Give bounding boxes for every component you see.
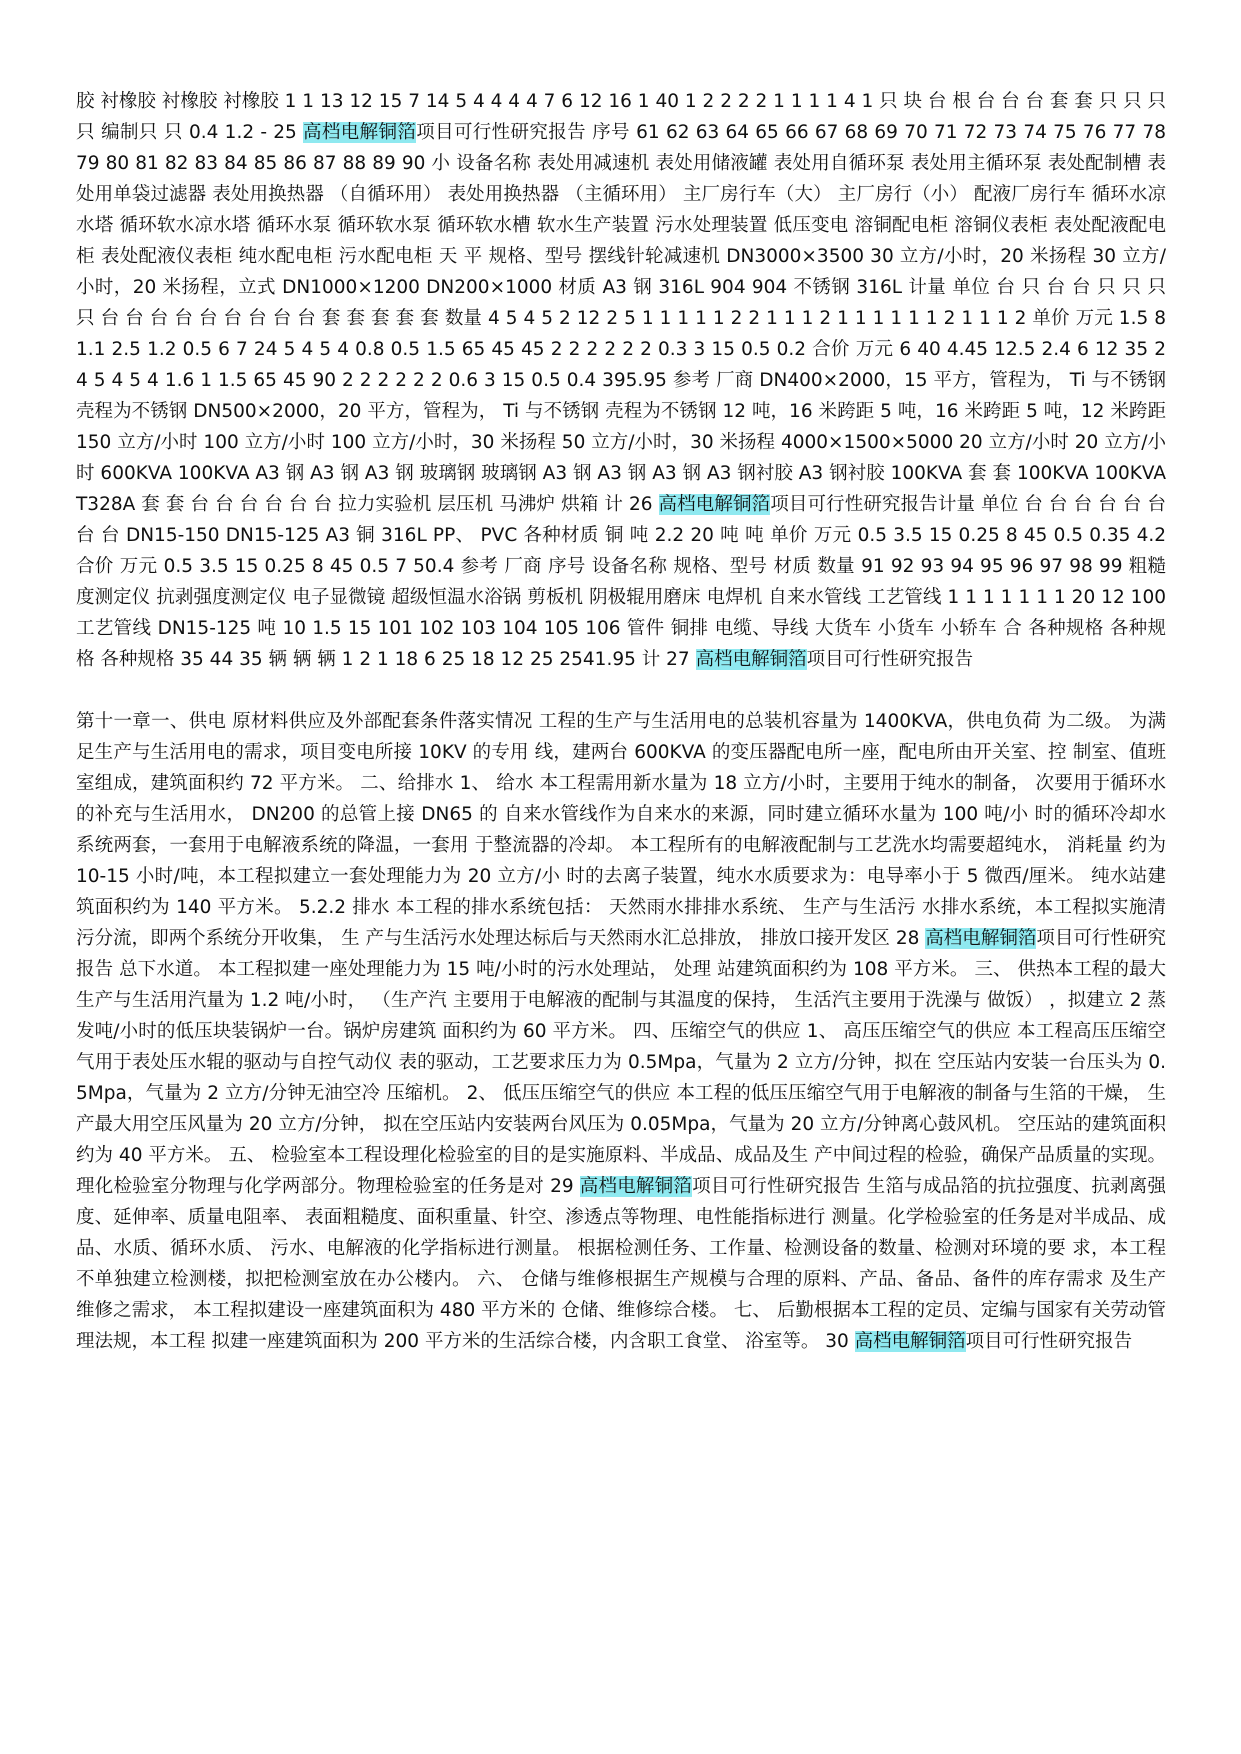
text-run: 项目可行性研究报告 序号 61 62 63 64 65 66 67 68 69 70 71 72 73 74 75 76 77 78 79 80 81 82 83 84 85 86 87 88 89 90 小 设备名称 表处用减速机 表处用储液罐 表处用自循环泵 表处用主循环泵 表处配制槽 表处用单袋过滤器 表处用换热器 （自循环用） 表处用换热器 （主循环用） 主厂房行车（大） 主厂房行（小） 配液厂房行车 循环水凉水塔 循环软水凉水塔 循环水泵 循环软水泵 循环软水槽 软水生产装置 污水处理装置 低压变电 溶铜配电柜 溶铜仪表柜 表处配液配电柜 表处配液仪表柜 纯水配电柜 污水配电柜 天 平 规格、型号 摆线针轮减速机 DN3000×3500 30 立方/小时，20 米扬程 30 立方/小时，20 米扬程，立式 DN1000×1200 DN200×1000 材质 A3 钢 316L 904 904 不锈钢 316L 计量 单位 台 只 台 台 只 只 只 只 台 台 台 台 台 台 台 台 台 套 套 套 套 套 数量 4 5 4 5 2 12 2 5 1 1 1 1 1 2 2 1 1 1 2 1 1 1 1 1 1 2 1 1 1 2 单价 万元 1.5 8 1.1 2.5 1.2 0.5 6 7 24 5 4 5 4 0.8 0.5 1.5 65 45 45 2 2 2 2 2 2 0.3 3 15 0.5 0.2 合价 万元 6 40 4.45 12.5 2.4 6 12 35 24 5 4 5 4 1.6 1 1.5 65 45 90 2 2 2 2 2 2 0.6 3 15 0.5 0.4 395.95 参考 厂商 DN400×2000，15 平方，管程为， Ti 与不锈钢 壳程为不锈钢 DN500×2000，20 平方，管程为， Ti 与不锈钢 壳程为不锈钢 12 吨，16 米跨距 5 吨，16 米跨距 5 吨，12 米跨距 150 立方/小时 100 立方/小时 100 立方/小时，30 米扬程 50 立方/小时，30 米扬程 4000×1500×5000 20 立方/小时 20 立方/小时 600KVA 100KVA A3 钢 A3 钢 A3 钢 玻璃钢 玻璃钢 A3 钢 A3 钢 A3 钢 A3 钢衬胶 A3 钢衬胶 100KVA 套 套 100KVA 100KVA T328A 套 套 台 台 台 台 台 台 拉力实验机 层压机 马沸炉 烘箱 计 26 (76, 122, 1166, 515)
document-page (76, 86, 1166, 1357)
text-run: 项目可行性研究报告 (965, 1331, 1133, 1352)
text-run: 胶 衬橡胶 衬橡胶 衬橡胶 1 1 13 12 15 7 14 5 4 4 4 4 7 6 12 16 1 40 1 2 2 2 2 1 1 1 1 4 1 只 块 台 根 台 台 台 套 套 只 只 只 只 编制只 只 0.4 1.2 - 25 (76, 91, 1166, 143)
text-run: 项目可行性研究报告 (806, 649, 974, 670)
text-run: 项目可行性研究报告 生箔与成品箔的抗拉强度、抗剥离强度、延伸率、质量电阻率、 表面粗糙度、面积重量、针空、渗透点等物理、电性能指标进行 测量。化学检验室的任务是对半成品、成品、水质、循环水质、 污水、电解液的化学指标进行测量。 根据检测任务、工作量、检测设备的数量、检测对环境的要 求，本工程不单独建立检测楼，拟把检测室放在办公楼内。 六、 仓储与维修根据生产规模与合理的原料、产品、备品、备件的库存需求 及生产维修之需求， 本工程拟建设一座建筑面积为 480 平方米的 仓储、维修综合楼。 七、 后勤根据本工程的定员、定编与国家有关劳动管理法规，本工程 拟建一座建筑面积为 200 平方米的生活综合楼，内含职工食堂、 浴室等。 30 (76, 1176, 1166, 1352)
highlighted-report-title: 高档电解铜箔 (658, 494, 771, 515)
paragraph-gap (76, 675, 1166, 706)
text-run: 项目可行性研究报告计量 单位 台 台 台 台 台 台 台 台 DN15-150 DN15-125 A3 铜 316L PP、 PVC 各种材质 铜 吨 2.2 20 吨 吨 单价 万元 0.5 3.5 15 0.25 8 45 0.5 0.35 4.2 合价 万元 0.5 3.5 15 0.25 8 45 0.5 7 50.4 参考 厂商 序号 设备名称 规格、型号 材质 数量 91 92 93 94 95 96 97 98 99 粗糙度测定仪 抗剥强度测定仪 电子显微镜 超级恒温水浴锅 剪板机 阴极辊用磨床 电焊机 自来水管线 工艺管线 1 1 1 1 1 1 1 20 12 100 工艺管线 DN15-125 吨 10 1.5 15 101 102 103 104 105 106 管件 铜排 电缆、导线 大货车 小货车 小轿车 合 各种规格 各种规格 各种规格 35 44 35 辆 辆 辆 1 2 1 18 6 25 18 12 25 2541.95 计 27 (76, 494, 1166, 670)
highlighted-report-title: 高档电解铜箔 (579, 1176, 693, 1197)
highlighted-report-title: 高档电解铜箔 (854, 1331, 966, 1352)
highlighted-report-title: 高档电解铜箔 (925, 928, 1037, 949)
text-run: 项目可行性研究报告 总下水道。 本工程拟建一座处理能力为 15 吨/小时的污水处理站， 处理 站建筑面积约为 108 平方米。 三、 供热本工程的最大生产与生活用汽量为 1.2 吨/小时， （生产汽 主要用于电解液的配制与其温度的保持， 生活汽主要用于洗澡与 做饭） ，拟建立 2 蒸发吨/小时的低压块装锅炉一台。锅炉房建筑 面积约为 60 平方米。 四、压缩空气的供应 1、 高压压缩空气的供应 本工程高压压缩空气用于表处压水辊的驱动与自控气动仪 表的驱动，工艺要求压力为 0.5Mpa，气量为 2 立方/分钟，拟在 空压站内安装一台压头为 0.5Mpa，气量为 2 立方/分钟无油空冷 压缩机。 2、 低压压缩空气的供应 本工程的低压压缩空气用于电解液的制备与生箔的干燥， 生 产最大用空压风量为 20 立方/分钟， 拟在空压站内安装两台风压为 0.05Mpa，气量为 20 立方/分钟离心鼓风机。 空压站的建筑面积约为 40 平方米。 五、 检验室本工程设理化检验室的目的是实施原料、半成品、成品及生 产中间过程的检验，确保产品质量的实现。 理化检验室分物理与化学两部分。物理检验室的任务是对 29 (76, 928, 1166, 1197)
highlighted-report-title: 高档电解铜箔 (303, 122, 417, 143)
paragraph-equipment-list (76, 86, 1166, 675)
text-run: 第十一章一、供电 原材料供应及外部配套条件落实情况 工程的生产与生活用电的总装机容量为 1400KVA，供电负荷 为二级。 为满足生产与生活用电的需求，项目变电所接 10KV 的专用 线，建两台 600KVA 的变压器配电所一座，配电所由开关室、控 制室、值班室组成，建筑面积约 72 平方米。 二、给排水 1、 给水 本工程需用新水量为 18 立方/小时，主要用于纯水的制备， 次要用于循环水的补充与生活用水， DN200 的总管上接 DN65 的 自来水管线作为自来水的来源，同时建立循环水量为 100 吨/小 时的循环冷却水系统两套，一套用于电解液系统的降温，一套用 于整流器的冷却。 本工程所有的电解液配制与工艺洗水均需要超纯水， 消耗量 约为 10-15 小时/吨，本工程拟建立一套处理能力为 20 立方/小 时的去离子装置，纯水水质要求为：电导率小于 5 微西/厘米。 纯水站建筑面积约为 140 平方米。 5.2.2 排水 本工程的排水系统包括： 天然雨水排排水系统、 生产与生活污 水排水系统，本工程拟实施清污分流，即两个系统分开收集， 生 产与生活污水处理达标后与天然雨水汇总排放， 排放口接开发区 28 (76, 711, 1166, 949)
highlighted-report-title: 高档电解铜箔 (695, 649, 807, 670)
paragraph-chapter-11 (76, 706, 1166, 1357)
